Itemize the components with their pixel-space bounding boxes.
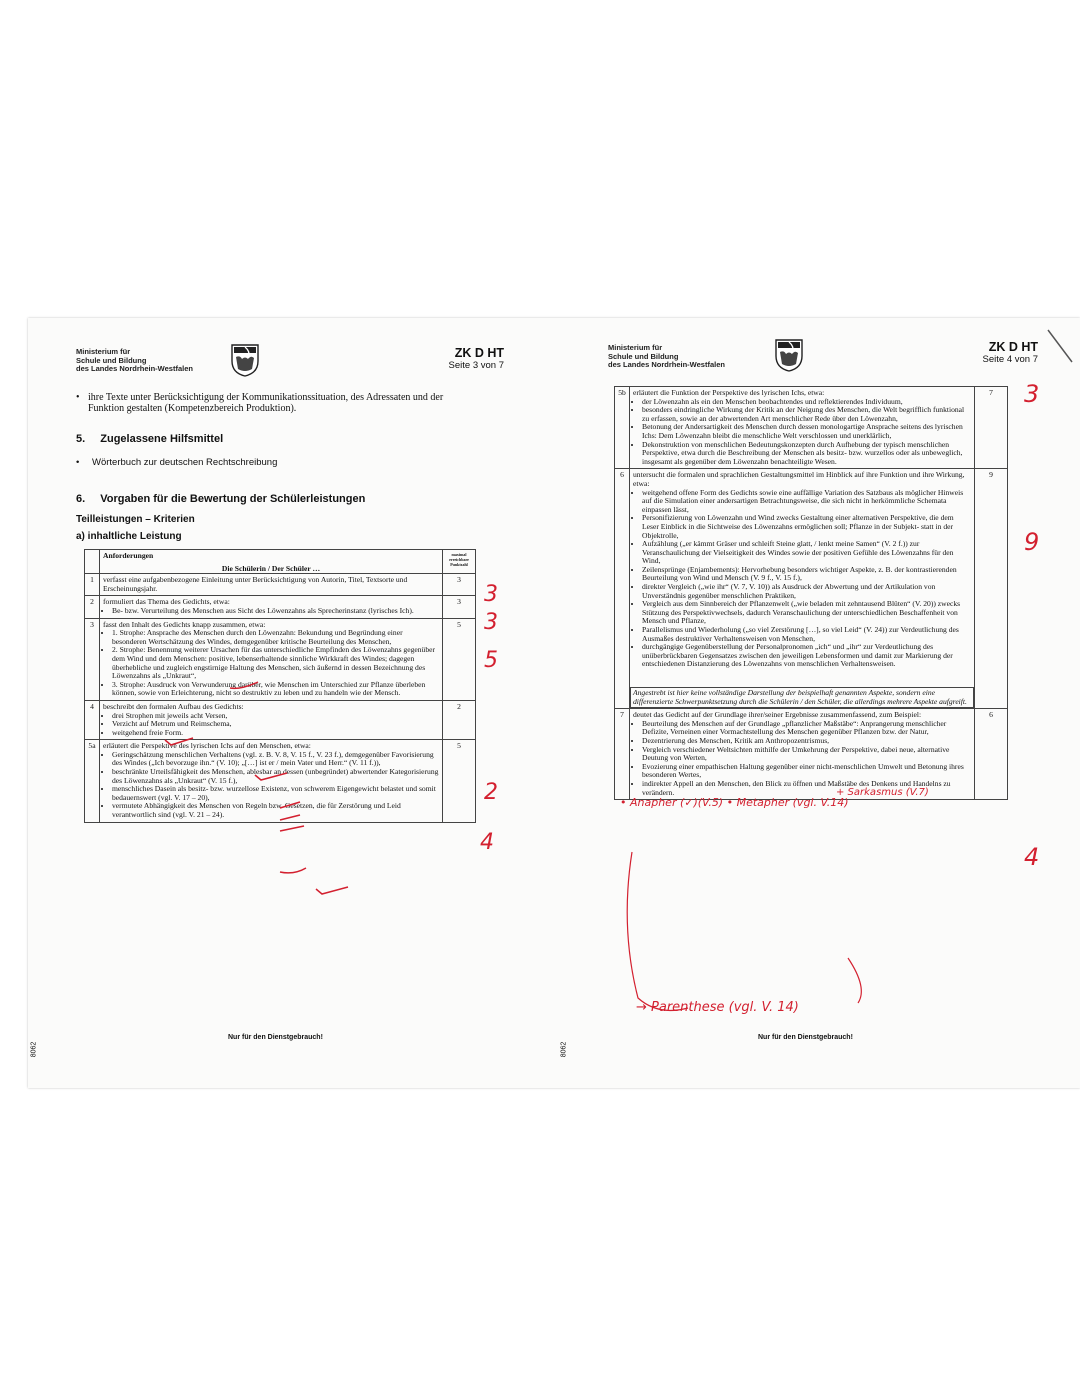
ministry-label xyxy=(76,348,193,374)
subsection-title: Teilleistungen – Kriterien xyxy=(76,514,195,525)
row-points: 7 xyxy=(975,387,1008,469)
row-item: • direkter Vergleich („wie ihr“ (V. 7, V. 10)) als Ausdruck der Abwertung und der Artikulation von Unverständnis gegenüber menschlichen Praktiken, xyxy=(642,583,971,600)
row-number: 4 xyxy=(85,700,100,739)
row-item: • indirekter Appell an den Menschen, den Blick zu öffnen und Maßstäbe des Denkens und Handelns zu verändern. xyxy=(642,780,971,797)
intro-bullet: • ihre Texte unter Berücksichtigung der Kommunikationssituation, des Adressaten und der Funktion gestalten (Kompetenzbereich Produktion). xyxy=(76,392,476,414)
row-number: 6 xyxy=(615,469,630,709)
table-row xyxy=(615,387,1008,469)
section-5-item: • Wörterbuch zur deutschen Rechtschreibung xyxy=(76,457,278,468)
handwritten-grade: 3 xyxy=(484,610,498,635)
row-item: • Aufzählung („er kämmt Gräser und schleift Steine glatt, / lenkt meine Samen“ (V. 2 f.)) zur Veranschaulichung der Vielseitigkeit des Windes sowie der positiven Gefühle des Löwenzahns für den Wind, xyxy=(642,540,971,566)
row-number: 5a xyxy=(85,740,100,822)
section-5-heading xyxy=(76,433,223,445)
doc-code-block xyxy=(449,346,504,372)
row-text: verfasst eine aufgabenbezogene Einleitung unter Berücksichtigung von Autorin, Titel, Textsorte und Erscheinungsjahr. xyxy=(103,575,408,593)
row-number: 7 xyxy=(615,709,630,800)
row-item: • besonders eindringliche Wirkung der Kritik an der Neigung des Menschen, die Welt begrifflich funktional zu erfassen, sowie an der abwertenden Art menschlicher Rede über den Löwenzahn, xyxy=(642,406,971,423)
row-item: • Vergleich aus dem Sinnbereich der Pflanzenwelt („wie beladen mit zehntausend Blüten“ (V. 20)) zwecks Stützung des Perspektivwechsels, dadurch Veranschaulichung der unterschiedlichen Beschaffenheit von Mensch und Pflanze, xyxy=(642,600,971,626)
handwritten-note: → Parenthese (vgl. V. 14) xyxy=(636,1000,799,1015)
ministry-line: Ministerium für xyxy=(76,347,131,356)
row-text: untersucht die formalen und sprachlichen Gestaltungsmittel im Hinblick auf ihre Funktion und ihre Wirkung, etwa: xyxy=(633,470,965,488)
row-item: • menschliches Dasein als besitz- bzw. wurzellose Existenz, von schwerem Eigengewicht belastet und somit bedauernswert (vgl. V. 17 – 20), xyxy=(112,785,439,802)
row-text: fasst den Inhalt des Gedichts knapp zusammen, etwa: xyxy=(103,619,266,629)
table-row xyxy=(85,574,476,596)
row-points: 5 xyxy=(443,740,476,822)
row-points: 6 xyxy=(975,709,1008,800)
row-item: • 2. Strophe: Benennung weiterer Ursachen für das unterschiedliche Empfinden des Löwenzahns gegenüber dem Wind und dem Menschen: positive, lebenserhaltende sinnliche Wirkkraft des Windes; dagegen überhebliche und zugleich engstirnige Haltung des Menschen, sich äußernd in dessen Bezeichnung des Löwenzahns als „Unkraut“, xyxy=(112,646,439,680)
row-item: • 1. Strophe: Ansprache des Menschen durch den Löwenzahn: Bekundung und Begründung einer besonderen Wertschätzung des Windes, demgegenüber kritische Beurteilung des Menschen, xyxy=(112,629,439,646)
row-item: • Beurteilung des Menschen auf der Grundlage „pflanzlicher Maßstäbe“: Anprangerung menschlicher Defizite, Verneinen einer Vormachtstellung des Menschen gegenüber Pflanzen bzw. der Natur, xyxy=(642,720,971,737)
row-note: Angestrebt ist hier keine vollständige Darstellung der beispielhaft genannten Aspekte, sondern eine differenzierte Schwerpunktsetzung durch die Schülerin / den Schüler, die allerdings mehrere Aspekte aufgreift. xyxy=(630,687,974,708)
section-number: 6. xyxy=(76,493,86,505)
handwritten-grade: 9 xyxy=(1024,528,1040,556)
col-points: maximal erreichbare Punktzahl xyxy=(443,550,476,574)
row-item: • durchgängige Gegenüberstellung der Personalpronomen „ich“ und „ihr“ zur Verdeutlichung des unüberbrückbaren Gegensatzes zwischen den jeweiligen Lebensformen und damit zur Markierung der entschiedenen Distanzierung des Löwenzahns von menschlichen Verhaltensweisen. xyxy=(642,643,971,669)
ministry-line: Ministerium für xyxy=(608,343,663,352)
doc-code: ZK D HT xyxy=(988,340,1038,354)
ministry-label xyxy=(608,344,725,370)
row-item: • Dezentrierung des Menschen, Kritik am Anthropozentrismus, xyxy=(642,737,971,746)
row-item: • der Löwenzahn als ein den Menschen beobachtendes und reflektierendes Individuum, xyxy=(642,398,971,407)
scanned-sheet xyxy=(28,318,1080,1088)
section-title: Vorgaben für die Bewertung der Schülerleistungen xyxy=(100,493,366,505)
footer-note: Nur für den Dienstgebrauch! xyxy=(228,1034,323,1041)
criteria-table-right xyxy=(614,386,1008,800)
intro-bullet-text: ihre Texte unter Berücksichtigung der Kommunikationssituation, des Adressaten und der Funktion gestalten (Kompetenzbereich Produktion). xyxy=(88,392,444,414)
page-3 xyxy=(28,318,546,1088)
handwritten-note: + Sarkasmus (V.7) xyxy=(836,787,929,798)
row-item: • vermutete Abhängigkeit des Menschen von Regeln bzw. Gesetzen, die für Zerstörung und Leid verantwortlich sind (vgl. V. 21 – 24). xyxy=(112,802,439,819)
check-mark-icon xyxy=(228,680,268,692)
row-item: • Geringschätzung menschlichen Verhaltens (vgl. z. B. V. 8, V. 15 f., V. 23 f.), demgegenüber Favorisierung des Windes („Ich bevorzuge ihn.“ (V. 10); „[…] ist er / mein Vater und Herr.“ (V. 11 f.)), xyxy=(112,751,439,768)
table-row xyxy=(615,709,1008,800)
handwritten-grade: 4 xyxy=(480,830,494,855)
check-mark-icon xyxy=(253,771,293,783)
table-row xyxy=(85,596,476,618)
row-number: 3 xyxy=(85,618,100,700)
row-text: deutet das Gedicht auf der Grundlage ihrer/seiner Ergebnisse zusammenfassend, zum Beispiel: xyxy=(633,710,922,720)
row-item: • Verzicht auf Metrum und Reimschema, xyxy=(112,720,439,729)
handwritten-grade: 2 xyxy=(484,780,498,805)
crest-icon xyxy=(774,338,804,372)
row-points: 3 xyxy=(443,596,476,618)
annotation-arrow-icon xyxy=(618,848,948,1018)
row-item: • Dekonstruktion von menschlichen Bedeutungskonzepten durch Aufhebung der typisch menschlichen Perspektive, etwa durch die Beschreibung der Menschen als besitz- bzw. wurzellos oder als unbeweglich, insgesamt als gegenüber dem Löwenzahn benachteiligte Wesen. xyxy=(642,441,971,467)
ministry-line: Schule und Bildung xyxy=(608,351,679,361)
row-number: 5b xyxy=(615,387,630,469)
doc-code-block xyxy=(983,340,1038,366)
section-number: 5. xyxy=(76,433,86,445)
handwritten-grade: 5 xyxy=(484,648,498,673)
row-number: 2 xyxy=(85,596,100,618)
handwritten-grade: 3 xyxy=(484,582,498,607)
table-row xyxy=(85,618,476,700)
side-code: 8062 xyxy=(560,1041,568,1058)
handwritten-note: • Anapher (✓)(V.5) • Metapher (vgl. V.14) xyxy=(620,796,849,809)
row-text: erläutert die Funktion der Perspektive des lyrischen Ichs, etwa: xyxy=(633,388,825,397)
row-item: • Evozierung einer empathischen Haltung gegenüber einer nicht-menschlichen Umwelt und Betonung ihres besonderen Wertes, xyxy=(642,763,971,780)
ministry-line: des Landes Nordrhein-Westfalen xyxy=(76,364,193,373)
section-6-heading xyxy=(76,493,365,505)
check-mark-icon xyxy=(278,866,318,878)
pen-stroke-icon xyxy=(1046,328,1076,368)
row-item: • Vergleich verschiedener Weltsichten mithilfe der Umkehrung der Perspektive, dabei neue, alternative Deutung von Werten, xyxy=(642,746,971,763)
table-row xyxy=(85,700,476,739)
section-title: Zugelassene Hilfsmittel xyxy=(100,433,224,445)
footer-note: Nur für den Dienstgebrauch! xyxy=(758,1034,853,1041)
row-item: • weitgehend freie Form. xyxy=(112,729,439,738)
check-mark-icon xyxy=(314,885,354,897)
row-item: • Betonung der Andersartigkeit des Menschen durch dessen monologartige Ansprache seitens des lyrischen Ichs: Dem Löwenzahn bleibt die menschliche Welt verschlossen und unerklärlich, xyxy=(642,423,971,440)
crest-icon xyxy=(230,343,260,377)
row-points: 3 xyxy=(443,574,476,596)
page-4 xyxy=(558,318,1080,1088)
row-item: • Personifizierung von Löwenzahn und Wind zwecks Gestaltung einer alternativen Perspektive, die dem Leser Einblick in die Sichtweise des Löwenzahns ermöglichen soll; Pflanze in der Subjekt- statt in der Objektrolle, xyxy=(642,514,971,540)
ministry-line: des Landes Nordrhein-Westfalen xyxy=(608,360,725,369)
subsubsection-title: a) inhaltliche Leistung xyxy=(76,531,182,542)
table-row xyxy=(615,469,1008,709)
handwritten-grade: 4 xyxy=(1024,843,1040,871)
check-mark-icon xyxy=(278,800,318,812)
row-text: beschreibt den formalen Aufbau des Gedichts: xyxy=(103,701,244,711)
row-item: • beschränkte Urteilsfähigkeit des Menschen, ablesbar an dessen (unbegründet) abwertender Kategorisierung des Löwenzahns als „Unkraut“ (V. 15 f.), xyxy=(112,768,439,785)
row-text: erläutert die Perspektive des lyrischen Ichs auf den Menschen, etwa: xyxy=(103,741,311,751)
handwritten-grade: 3 xyxy=(1024,380,1040,408)
row-item: • Zeilensprünge (Enjambements): Hervorhebung besonders wichtiger Aspekte, z. B. der kontrastierenden Beurteilung von Wind und Mensch (V. 9 f., V. 15 f.), xyxy=(642,566,971,583)
row-points: 5 xyxy=(443,618,476,700)
row-item: • Be- bzw. Verurteilung des Menschen aus Sicht des Löwenzahns als Sprecherinstanz (lyrisches Ich). xyxy=(112,607,439,616)
col-student: Die Schülerin / Der Schüler … xyxy=(221,563,321,573)
ministry-line: Schule und Bildung xyxy=(76,355,147,365)
row-item: • weitgehend offene Form des Gedichts sowie eine auffällige Variation des Satzbaus als möglicher Hinweis auf die Simulation einer andersartigen Betrachtungsweise, die sich nicht in herkömmliche Schemata einpassen lässt, xyxy=(642,489,971,515)
section-5-item-text: Wörterbuch zur deutschen Rechtschreibung xyxy=(92,457,278,468)
check-mark-icon xyxy=(163,736,203,748)
row-text: formuliert das Thema des Gedichts, etwa: xyxy=(103,597,230,607)
row-number: 1 xyxy=(85,574,100,596)
row-item: • drei Strophen mit jeweils acht Versen, xyxy=(112,712,439,721)
check-mark-icon xyxy=(278,823,318,835)
table-header-row xyxy=(85,550,476,574)
row-points: 9 xyxy=(975,469,1008,709)
page-number: Seite 3 von 7 xyxy=(448,360,504,371)
page-number: Seite 4 von 7 xyxy=(982,354,1038,365)
side-code: 8062 xyxy=(30,1041,38,1058)
row-points: 2 xyxy=(443,700,476,739)
doc-code: ZK D HT xyxy=(454,346,504,360)
col-requirements: Anforderungen xyxy=(103,551,154,560)
row-item: • 3. Strophe: Ausdruck von Verwunderung darüber, wie Menschen im Unterschied zur Pflanze überleben können, sowie von Erleichterung, nicht so destruktiv zu leben und zu handeln wie der Mensch. xyxy=(112,681,439,698)
row-item: • Parallelismus und Wiederholung („so viel Zerstörung […], so viel Leid“ (V. 24)) zur Verdeutlichung des Ausmaßes destruktiver Verhaltensweisen von Menschen, xyxy=(642,626,971,643)
